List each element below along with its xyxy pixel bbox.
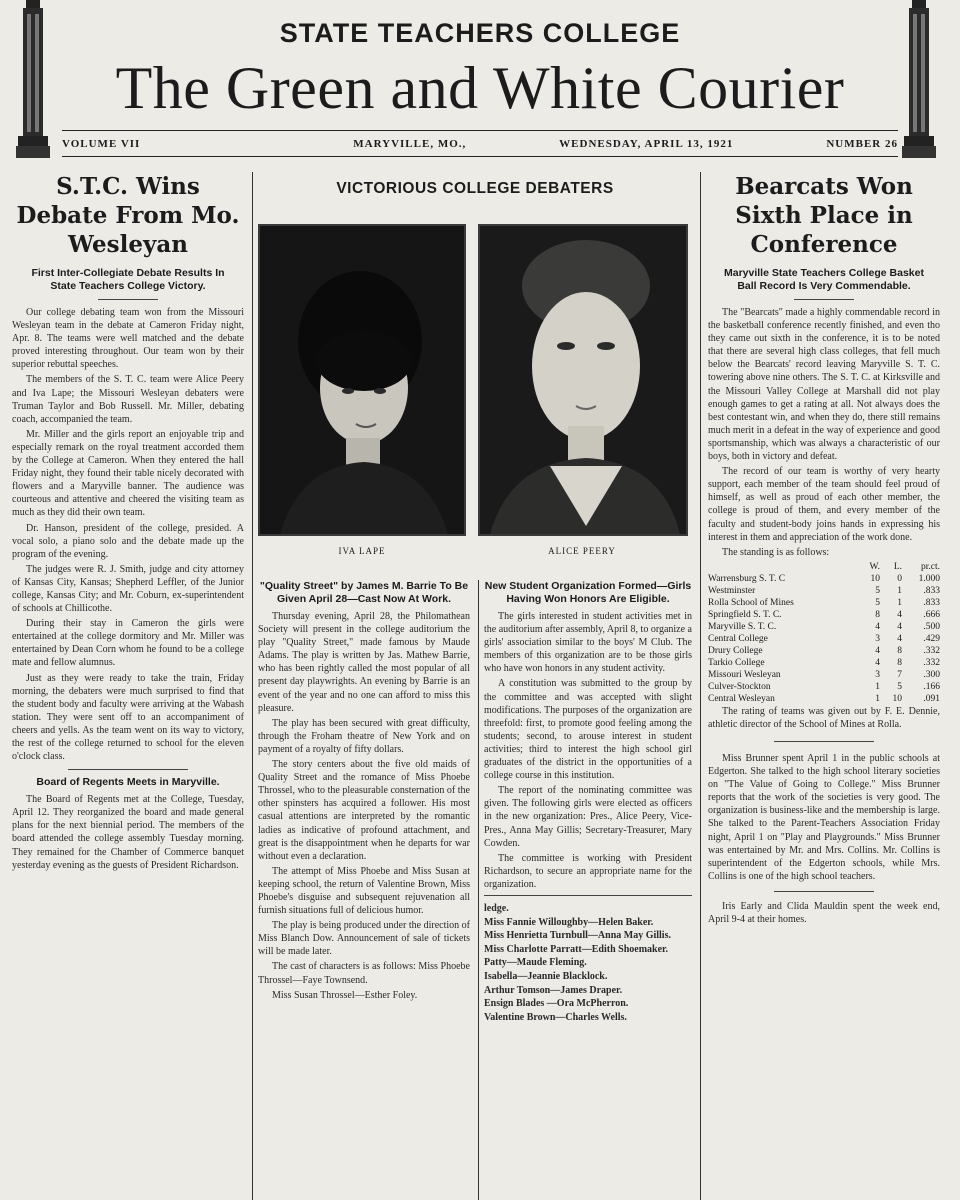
wins: 1: [875, 681, 880, 692]
cast-line: Valentine Brown—Charles Wells.: [484, 1011, 627, 1023]
standings-table: [708, 561, 940, 705]
team-name: Westminster: [708, 585, 756, 596]
paragraph: Dr. Hanson, president of the college, presided. A vocal solo, a piano solo and the debate made up the program of the evening.: [12, 522, 244, 560]
standings-header-row: [708, 561, 940, 573]
wins: 3: [875, 669, 880, 680]
paragraph: During their stay in Cameron the girls were entertained at the college dormitory and Mr. Miller was entertained by Dean Corn whom he found to be a college mate and fellow alumnus.: [12, 618, 244, 669]
standings-row: [708, 597, 940, 609]
paragraph: Miss Brunner spent April 1 in the public schools at Edgerton. She talked to the high school literary societies on "The Value of Going to College." Miss Brunner reports that the work of the societies is very good. The organization is business-like and the membership is large. She talked to the Parent-Teachers Association Friday night, April 1 on "Play and Playgrounds." Miss Brunner was entertained by Mr. and Mrs. Collins. Mr. Collins is superintendent of the Edgerton schools, while Mrs. Collins is one of the high school teachers.: [708, 752, 940, 882]
bearcats-article: [708, 172, 940, 1200]
losses: 7: [897, 669, 902, 680]
organization-deck: New Student Organization Formed—Girls Having Won Honors Are Eligible.: [484, 580, 692, 605]
team-name: Springfield S. T. C.: [708, 609, 782, 620]
paragraph: Mr. Miller and the girls report an enjoyable trip and especially remark on the royal treatment accorded them by the College at Cameron. When they entered the hall Friday night, they found their table nicely decorated with flowers and a Maryville banner. The audience was courteous and attentive and cheered the visiting team as much as they did their own team.: [12, 428, 244, 519]
cast-line: Patty—Maude Fleming.: [484, 957, 587, 969]
debaters-headline: VICTORIOUS COLLEGE DEBATERS: [336, 180, 614, 197]
losses: 8: [897, 657, 902, 668]
wins: 8: [875, 609, 880, 620]
percentage: .332: [923, 645, 940, 656]
wins: 5: [875, 597, 880, 608]
regents-deck: Board of Regents Meets in Maryville.: [36, 776, 220, 789]
cast-line: Miss Charlotte Parratt—Edith Shoemaker.: [484, 943, 669, 955]
paragraph: Just as they were ready to take the train, Friday morning, the debaters were much surprised to find that the student body and faculty were arriving at the Wabash station. They were sent off to an accompaniment of cheers and yells. As the team went on its way to victory, the rest of the college returned to school for the eleven o'clock class.: [12, 672, 244, 763]
paragraph: The committee is working with President Richardson, to secure an appropriate name for the organization.: [484, 852, 692, 890]
cast-line: Miss Henrietta Turnbull—Anna May Gillis.: [484, 930, 671, 942]
paragraph: A constitution was submitted to the group by the committee and was accepted with slight modifications. The purposes of the organization are threefold: first, to promote good feeling among the students; second, to arouse interest in student activities; third to interest the high school girl graduates of the district in the opportunities of a college course in this institution.: [484, 678, 692, 782]
wins: 5: [875, 585, 880, 596]
percentage: .300: [923, 669, 940, 680]
volume-label: VOLUME VII: [62, 138, 141, 150]
column-rule: [252, 172, 253, 1200]
masthead-title: The Green and White Courier: [115, 55, 845, 121]
losses: 4: [897, 633, 902, 644]
separator: [774, 891, 874, 892]
percentage: .833: [923, 585, 940, 596]
student-organization-article: [484, 580, 692, 1200]
team-name: Culver-Stockton: [708, 681, 771, 692]
losses: 4: [897, 609, 902, 620]
column-rule: [700, 172, 701, 1200]
team-name: Warrensburg S. T. C: [708, 573, 786, 584]
standings-row: [708, 633, 940, 645]
standings-row: [708, 573, 940, 585]
wins: 3: [875, 633, 880, 644]
losses: 0: [897, 573, 902, 584]
standings-row: [708, 681, 940, 693]
losses: 10: [892, 693, 902, 704]
paragraph: The girls interested in student activities met in the auditorium after assembly, April 8, to organize a girls' association similar to the boys' M Club. The members of this organization are to be those girls who have won honors in any student activity.: [484, 611, 692, 675]
paragraph: Iris Early and Clida Mauldin spent the week end, April 9-4 at their homes.: [708, 900, 940, 925]
team-name: Rolla School of Mines: [708, 597, 794, 608]
percentage: 1.000: [918, 573, 940, 584]
losses: 1: [897, 597, 902, 608]
column-rule: [478, 580, 479, 1200]
number-label: NUMBER 26: [826, 138, 898, 150]
wins: 4: [875, 657, 880, 668]
percentage: .429: [923, 633, 940, 644]
percentage: .833: [923, 597, 940, 608]
losses: 1: [897, 585, 902, 596]
separator: [68, 769, 188, 770]
debate-article: [12, 172, 244, 1200]
header-cell: pr.ct.: [921, 561, 940, 572]
cast-line: Ensign Blades —Ora McPherron.: [484, 998, 629, 1010]
paragraph: Thursday evening, April 28, the Philomathean Society will present in the college auditorium the play "Quality Street," made famous by Maude Adams. The play is written by Jas. Mathew Barrie, who has been rightly called the most popular of all present day playwrights. An evening by Barrie is an event of the year and no one can afford to miss this pleasure.: [258, 611, 470, 714]
losses: 4: [897, 621, 902, 632]
paragraph: The record of our team is worthy of very hearty support, each member of the team should feel proud of himself, as well as proud of each other member, the college is proud of them, and every member of the faculty and student-body joins hands in expressing his interest in them and appreciation of the work done.: [708, 466, 940, 543]
separator: [484, 895, 692, 896]
paragraph: The judges were R. J. Smith, judge and city attorney of Kansas City, Kansas; Shepherd Leffler, of the Junior college, Kansas City; and Mr. Coburn, ex-superintendent of schools at Chillicothe.: [12, 563, 244, 615]
photo-alice-peery: [478, 224, 688, 536]
standings-row: [708, 609, 940, 621]
masthead-subtitle: STATE TEACHERS COLLEGE: [279, 18, 681, 48]
paragraph: The story centers about the five old maids of Quality Street and the romance of Miss Phoebe Throssel, who to the pleasurable consternation of the other spinsters has acquired a follower. His most casual attentions are interpreted by the romantic ladies as indicative of profound attachment, and great is the disappointment when he departs for war without even a declaration.: [258, 759, 470, 862]
masthead-rule-bottom: [62, 156, 898, 157]
wins: 1: [875, 693, 880, 704]
debate-headline: S.T.C. Wins Debate From Mo. Wesleyan: [16, 173, 240, 258]
losses: 5: [897, 681, 902, 692]
percentage: .091: [923, 693, 940, 704]
standings-row: [708, 657, 940, 669]
separator: [794, 299, 854, 300]
paragraph: Our college debating team won from the Missouri Wesleyan team in the debate at Cameron Friday night, Apr. 8. The teams were well matched and the debate proved interesting throughout. Our team won by their superior rebuttal speeches.: [12, 307, 244, 371]
percentage: .332: [923, 657, 940, 668]
bearcats-deck: Maryville State Teachers College Basket Ball Record Is Very Commendable.: [724, 267, 924, 292]
percentage: .666: [923, 609, 940, 620]
cast-line: ledge.: [484, 902, 509, 914]
cast-line: Arthur Tomson—James Draper.: [484, 984, 623, 996]
paragraph: The play is being produced under the direction of Miss Blanch Dow. Announcement of sale of tickets will be made later.: [258, 920, 470, 958]
standings-row: [708, 693, 940, 705]
photo-iva-lape: [258, 224, 466, 536]
paragraph: The cast of characters is as follows: Miss Phoebe Throssel—Faye Townsend.: [258, 961, 470, 986]
team-name: Central College: [708, 633, 768, 644]
paragraph: The play has been secured with great difficulty, through the Froham theatre of New York and on payment of a royalty of fifty dollars.: [258, 717, 470, 755]
standings-row: [708, 621, 940, 633]
paragraph: Miss Susan Throssel—Esther Foley.: [272, 989, 418, 1001]
paragraph: The attempt of Miss Phoebe and Miss Susan at keeping school, the return of Valentine Brown, Miss Phoebe's disguise and subsequent rejuvenation all furnish situations full of delicious humor.: [258, 865, 470, 917]
paragraph: The members of the S. T. C. team were Alice Peery and Iva Lape; the Missouri Wesleyan debaters were Truman Taylor and Bob Russell. Mr. Miller, debating coach, accompanied the team.: [12, 374, 244, 425]
separator: [774, 741, 874, 742]
team-name: Drury College: [708, 645, 763, 656]
wins: 10: [870, 573, 880, 584]
paragraph: The report of the nominating committee was given. The following girls were elected as officers in the new organization: Pres., Alice Peery, Vice-Pres., Anna May Gillis; Secretary-Treasurer, Mary Cowden.: [484, 785, 692, 849]
cast-line: Miss Fannie Willoughby—Helen Baker.: [484, 916, 654, 928]
standings-row: [708, 585, 940, 597]
wins: 4: [875, 621, 880, 632]
header-cell: L.: [893, 561, 902, 572]
paragraph: The rating of teams was given out by F. E. Dennie, athletic director of the School of Mines at Rolla.: [708, 705, 940, 730]
paragraph: The standing is as follows:: [722, 546, 830, 558]
debate-deck: First Inter-Collegiate Debate Results In State Teachers College Victory.: [31, 267, 225, 292]
caption-iva-lape: IVA LAPE: [338, 546, 386, 556]
caption-alice-peery: ALICE PEERY: [548, 546, 616, 556]
team-name: Maryville S. T. C.: [708, 621, 777, 632]
paragraph: The Board of Regents met at the College, Tuesday, April 12. They reorganized the board and made general plans for the next biennial period. The members of the board attended the college assembly Tuesday morning. They remained for the Chamber of Commerce banquet yesterday evening as the guests of President Richardson.: [12, 794, 244, 871]
masthead-rule-top: [62, 130, 898, 131]
standings-row: [708, 669, 940, 681]
team-name: Tarkio College: [708, 657, 765, 668]
wins: 4: [875, 645, 880, 656]
percentage: .500: [923, 621, 940, 632]
losses: 8: [897, 645, 902, 656]
separator: [98, 299, 158, 300]
team-name: Central Wesleyan: [708, 693, 775, 704]
cast-line: Isabella—Jeannie Blacklock.: [484, 970, 608, 982]
quality-street-article: [258, 580, 470, 1200]
header-cell: W.: [869, 561, 880, 572]
dateline: [62, 138, 898, 150]
standings-row: [708, 645, 940, 657]
bearcats-headline: Bearcats Won Sixth Place in Conference: [735, 173, 913, 258]
place-label: MARYVILLE, MO.,: [353, 138, 467, 150]
date-label: WEDNESDAY, APRIL 13, 1921: [559, 138, 734, 150]
quality-street-deck: "Quality Street" by James M. Barrie To Be Given April 28—Cast Now At Work.: [259, 580, 469, 605]
paragraph: The "Bearcats" made a highly commendable record in the basketball conference recently finished, and even tho they came out sixth in the conference, it is to be noted that there are several high class colleges, that fell much below the Bearcats' record leaving Maryville S. T. C. towering above nine others. The S. T. C. at Kirksville and the Missouri Valley College at Marshall did not play enough games to get a rating at all. Not always does the best contestant win, and when they do, there still remains much merit in a defeat in the way of experience and good sportsmanship, which was always a characteristic of our boys, both in victory and defeat.: [708, 307, 940, 463]
team-name: Missouri Wesleyan: [708, 669, 781, 680]
percentage: .166: [923, 681, 940, 692]
